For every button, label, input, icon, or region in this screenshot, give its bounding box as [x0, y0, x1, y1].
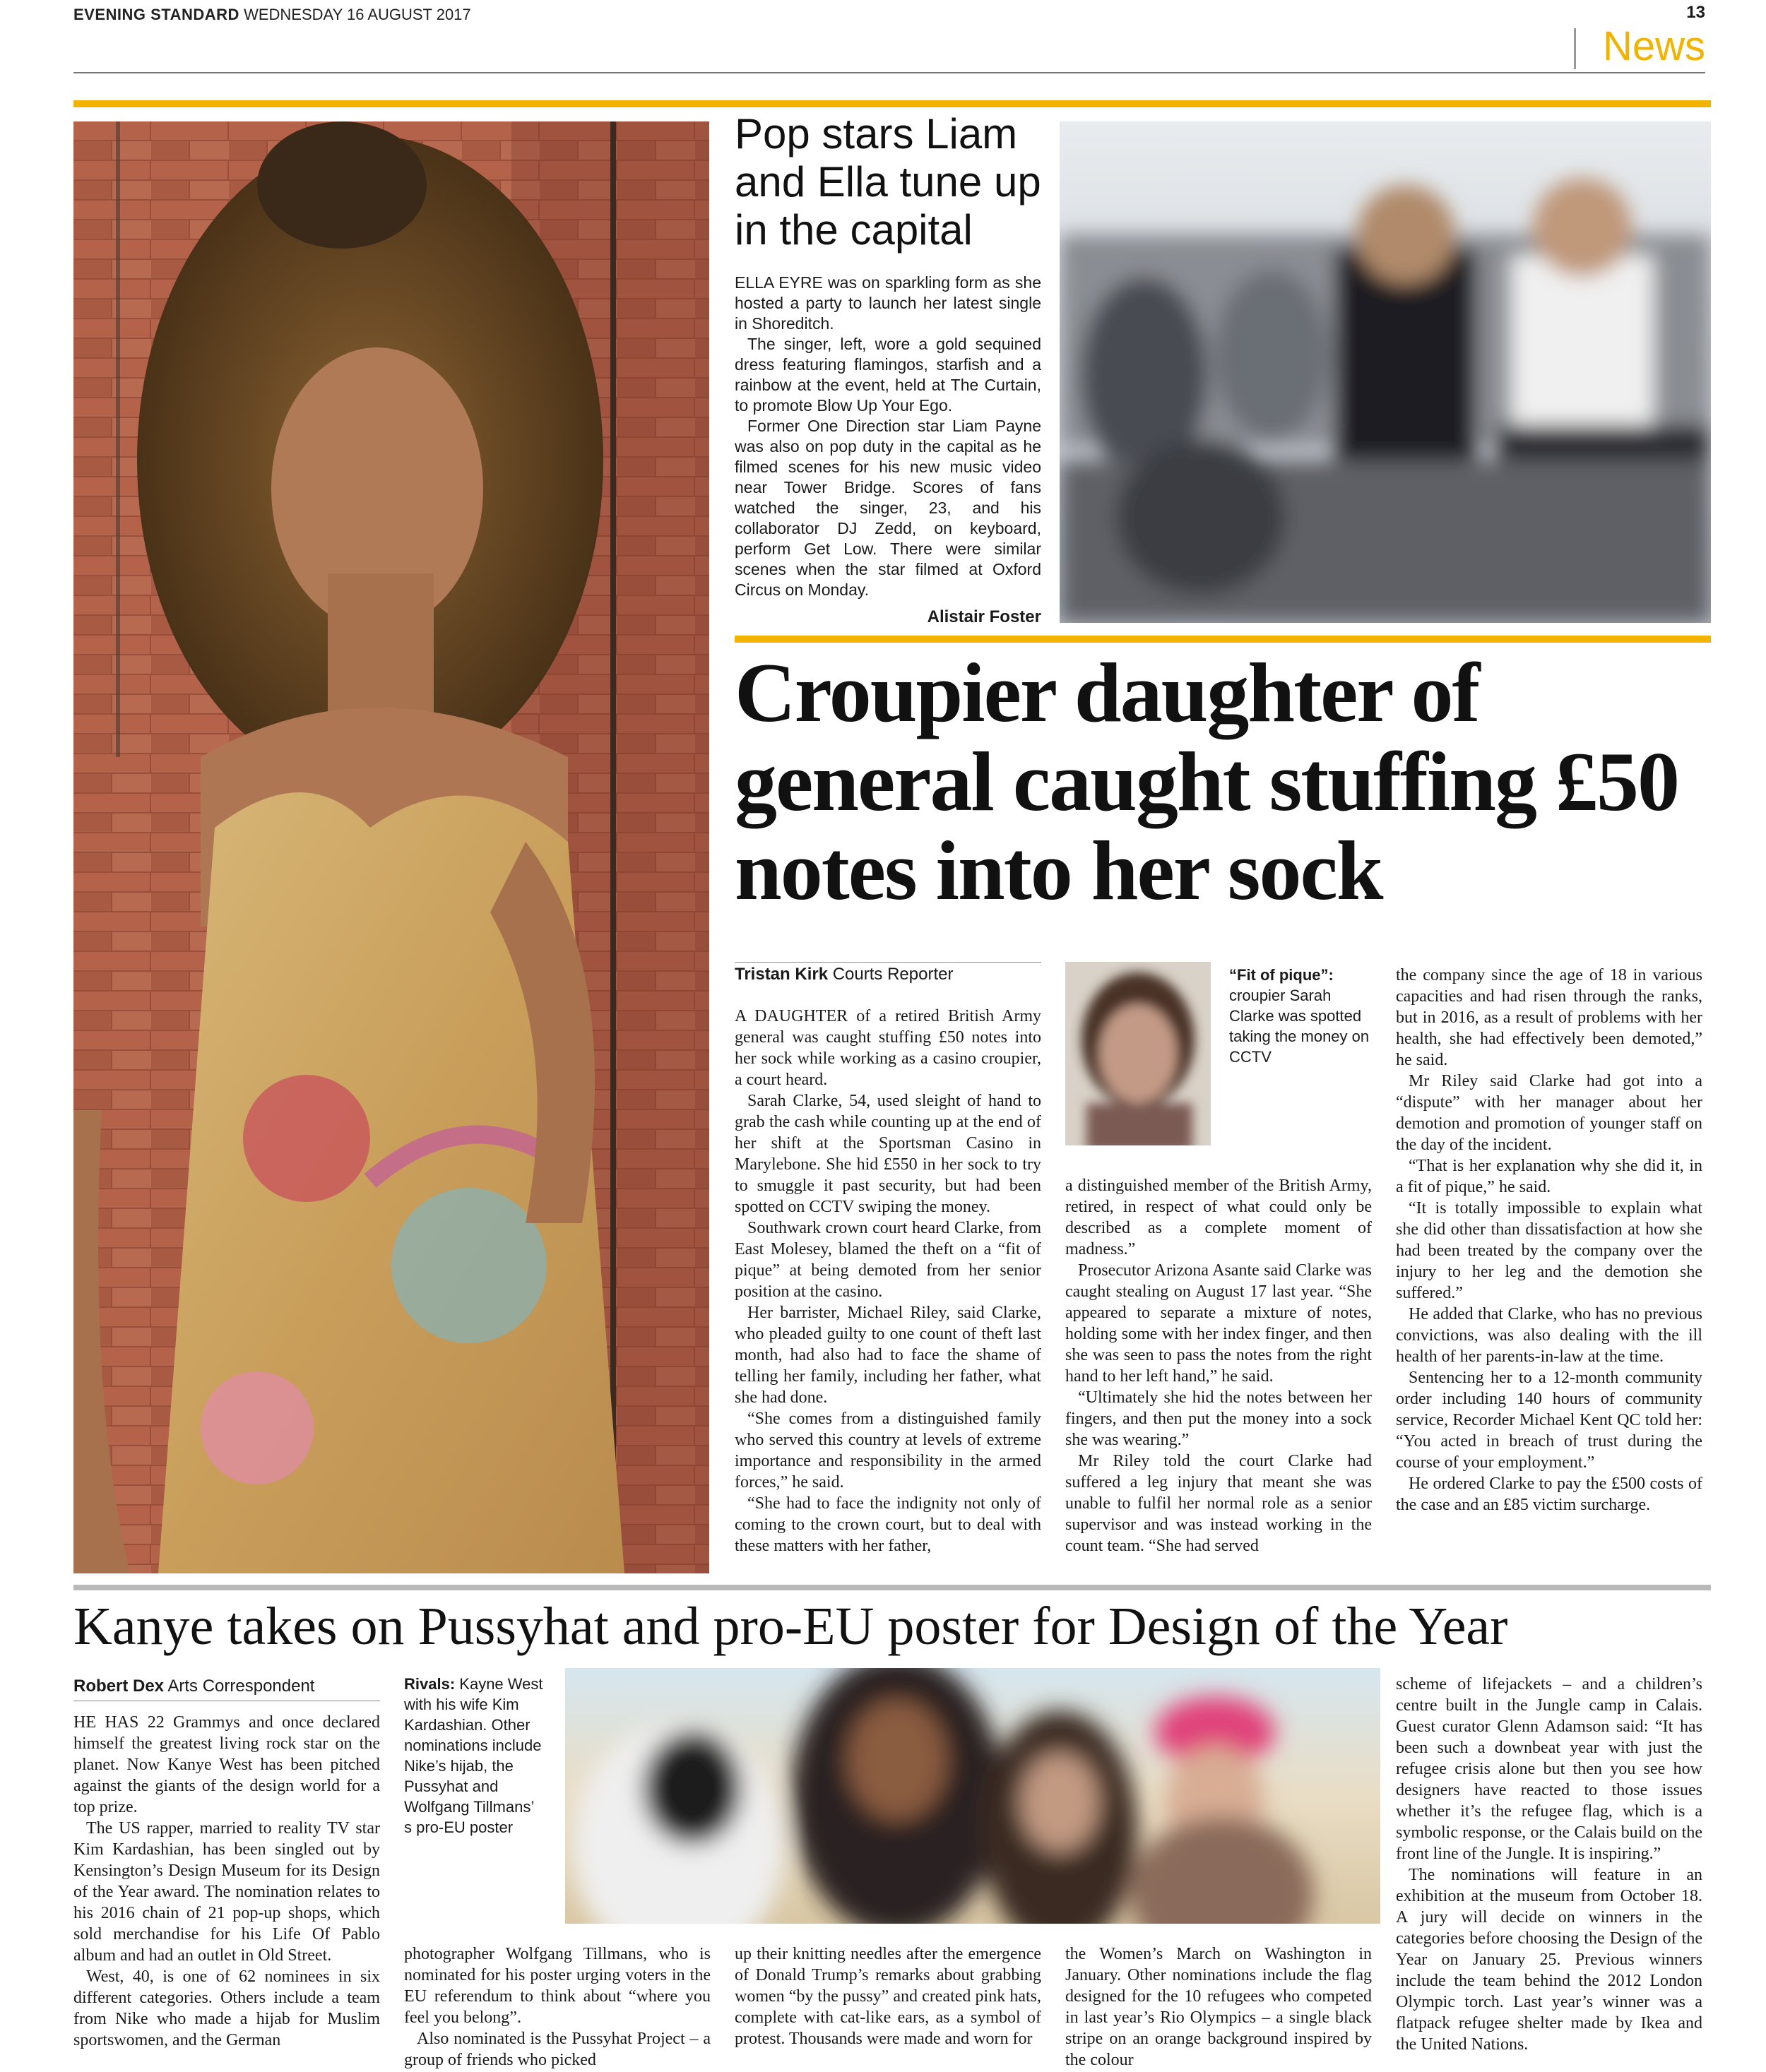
- kanye-caption-text: Kayne West with his wife Kim Kardashian. Other nominations include Nike’s hijab, the Pussyhat and Wolfgang Tillmans’ s pro-EU poster: [404, 1675, 543, 1836]
- kanye-caption: [404, 1674, 545, 1838]
- section-divider: [1574, 28, 1576, 69]
- byline-rule: [735, 962, 1041, 963]
- kanye-column-4: [1065, 1943, 1372, 2071]
- croupier-paragraph: Sentencing her to a 12-month community order including 140 hours of community service, Recorder Michael Kent QC told her: “You acted in breach of trust during the course of your employment.”: [1396, 1369, 1702, 1472]
- croupier-paragraph: He ordered Clarke to pay the £500 costs of the case and an £85 victim surcharge.: [1396, 1475, 1702, 1514]
- kanye-column-5: [1396, 1674, 1702, 2055]
- header-rule: [73, 72, 1705, 73]
- kanye-paragraph: West, 40, is one of 62 nominees in six different categories. Others include a team from Nike who made a hijab for Muslim sportswomen, and the German: [73, 1967, 380, 2049]
- croupier-paragraph: Mr Riley told the court Clarke had suffered a leg injury that meant she was unable to fulfil her normal role as a senior supervisor and was instead working in the count team. “She had served: [1065, 1452, 1372, 1555]
- pop-story-body: [735, 273, 1041, 600]
- croupier-byline: [735, 965, 1041, 984]
- pop-byline: Alistair Foster: [927, 607, 1041, 626]
- section-label: News: [1602, 23, 1705, 69]
- croupier-paragraph: “It is totally impossible to explain what she did other than dissatisfaction at how she had been treated by the company over the injury to her leg and the demotion she suffered.”: [1396, 1199, 1702, 1302]
- issue-date: WEDNESDAY 16 AUGUST 2017: [244, 6, 471, 23]
- kanye-paragraph: HE HAS 22 Grammys and once declared himself the greatest living rock star on the planet. Now Kanye West has been pitched against the giants of the design world for a top prize.: [73, 1713, 380, 1816]
- kanye-paragraph: scheme of lifejackets – and a children’s centre built in the Jungle camp in Calais. Guest curator Glenn Adamson said: “It has been such a downbeat year with just the refugee crisis alone but then you see how designers have reacted to those issues whether it’s the refugee flag, which is a symbolic response, or the Calais build on the front line of the Jungle. It is inspiring.”: [1396, 1675, 1702, 1863]
- liam-payne-photo: [1060, 121, 1711, 623]
- pop-paragraph: ELLA EYRE was on sparkling form as she hosted a party to launch her latest single in Shoreditch.: [735, 273, 1041, 333]
- kanye-byline-name: Robert Dex: [73, 1677, 165, 1696]
- kanye-paragraph: The US rapper, married to reality TV star Kim Kardashian, has been singled out by Kensington’s Design Museum for its Design of the Year award. The nomination relates to his 2016 chain of 21 pop-up shops, which sold merchandise for his Life Of Pablo album and had an outlet in Old Street.: [73, 1819, 380, 1965]
- masthead-line: [73, 6, 471, 24]
- croupier-column-2: [1065, 1175, 1372, 1556]
- croupier-paragraph: “She had to face the indignity not only of coming to the crown court, but to deal with these matters with her father,: [735, 1494, 1041, 1555]
- croupier-paragraph: He added that Clarke, who has no previous convictions, was also dealing with the ill health of her parents-in-law at the time.: [1396, 1305, 1702, 1366]
- croupier-byline-role: Courts Reporter: [832, 965, 954, 984]
- croupier-column-1: [735, 1006, 1041, 1556]
- croupier-paragraph: A DAUGHTER of a retired British Army general was caught stuffing £50 notes into her sock while working as a casino croupier, a court heard.: [735, 1007, 1041, 1089]
- sarah-clarke-photo: [1065, 962, 1211, 1145]
- pop-paragraph: The singer, left, wore a gold sequined dress featuring flamingos, starfish and a rainbow at the event, held at The Curtain, to promote Blow Up Your Ego.: [735, 335, 1041, 415]
- croupier-paragraph: a distinguished member of the British Army, retired, in respect of what could only be described as a complete moment of madness.”: [1065, 1177, 1372, 1258]
- croupier-caption: [1229, 965, 1377, 1067]
- croupier-caption-text: croupier Sarah Clarke was spotted taking the money on CCTV: [1229, 987, 1370, 1066]
- kanye-byline: [73, 1677, 380, 1696]
- kanye-byline-role: Arts Correspondent: [167, 1677, 315, 1696]
- kanye-grey-rule: [73, 1585, 1711, 1590]
- croupier-paragraph: “That is her explanation why she did it, in a fit of pique,” he said.: [1396, 1157, 1702, 1196]
- kanye-column-3: [735, 1943, 1041, 2049]
- croupier-gold-rule: [735, 636, 1711, 643]
- kanye-column-1: [73, 1712, 380, 2051]
- pop-paragraph: Former One Direction star Liam Payne was also on pop duty in the capital as he filmed scenes for his new music video near Tower Bridge. Scores of fans watched the singer, 23, and his collaborator DJ Zedd, on keyboard, perform Get Low. There were similar scenes when the star filmed at Oxford Circus on Monday.: [735, 417, 1041, 599]
- top-gold-rule: [73, 100, 1711, 107]
- paper-name: EVENING STANDARD: [73, 6, 239, 23]
- kanye-paragraph: the Women’s March on Washington in January. Other nominations include the flag designed for the 10 refugees who competed in last year’s Rio Olympics – a single black stripe on an orange background inspired by the colour: [1065, 1945, 1372, 2069]
- ella-eyre-photo: [73, 121, 709, 1573]
- croupier-paragraph: Her barrister, Michael Riley, said Clarke, who pleaded guilty to one count of theft last month, had also had to face the shame of telling her family, including her father, what she had done.: [735, 1304, 1041, 1407]
- croupier-byline-name: Tristan Kirk: [735, 965, 829, 984]
- kanye-paragraph: The nominations will feature in an exhibition at the museum from October 18. A jury will decide on winners in the categories before choosing the Design of the Year on January 25. Previous winners include the team behind the 2012 London Olympic torch. Last year’s winner was a flatpack refugee shelter made by Ikea and the United Nations.: [1396, 1866, 1702, 2054]
- croupier-paragraph: “Ultimately she hid the notes between her fingers, and then put the money into a sock she was wearing.”: [1065, 1388, 1372, 1449]
- croupier-paragraph: the company since the age of 18 in various capacities and had risen through the ranks, but in 2016, as a result of problems with her health, she had effectively been demoted,” he said.: [1396, 966, 1702, 1069]
- croupier-paragraph: Prosecutor Arizona Asante said Clarke was caught stealing on August 17 last year. “She appeared to separate a mixture of notes, holding some with her index finger, and then she was seen to pass the notes from the right hand to her left hand,” he said.: [1065, 1261, 1372, 1386]
- croupier-paragraph: “She comes from a distinguished family who served this country at levels of extreme importance and responsibility in the armed forces,” he said.: [735, 1410, 1041, 1492]
- kanye-paragraph: up their knitting needles after the emergence of Donald Trump’s remarks about grabbing women “by the pussy” and created pink hats, complete with cat-like ears, as a symbol of protest. Thousands were made and worn for: [735, 1945, 1041, 2048]
- kanye-headline: Kanye takes on Pussyhat and pro-EU poster for Design of the Year: [73, 1597, 1508, 1656]
- croupier-paragraph: Southwark crown court heard Clarke, from East Molesey, blamed the theft on a “fit of pique” at being demoted from her senior position at the casino.: [735, 1219, 1041, 1301]
- croupier-paragraph: Mr Riley said Clarke had got into a “dispute” with her manager about her demotion and promotion of younger staff on the day of the incident.: [1396, 1072, 1702, 1154]
- pop-story-headline: Pop stars Liam and Ella tune up in the capital: [735, 110, 1041, 254]
- croupier-headline: Croupier daughter of general caught stuffing £50 notes into her sock: [735, 645, 1678, 917]
- croupier-paragraph: Sarah Clarke, 54, used sleight of hand to grab the cash while counting up at the end of her shift at the Sportsman Casino in Marylebone. She hid £550 in her sock to try to smuggle it past security, but had been spotted on CCTV swiping the money.: [735, 1092, 1041, 1216]
- kanye-paragraph: photographer Wolfgang Tillmans, who is nominated for his poster urging voters in the EU referendum to think about “where you feel you belong”.: [404, 1945, 711, 2027]
- kanye-kim-photo: [565, 1668, 1380, 1924]
- kanye-paragraph: Also nominated is the Pussyhat Project – a group of friends who picked: [404, 2030, 711, 2069]
- page-number: 13: [1686, 3, 1705, 22]
- kanye-column-2: [404, 1943, 711, 2071]
- croupier-column-3: [1396, 965, 1702, 1516]
- croupier-caption-lead: “Fit of pique”:: [1229, 966, 1334, 984]
- kanye-caption-lead: Rivals:: [404, 1675, 456, 1693]
